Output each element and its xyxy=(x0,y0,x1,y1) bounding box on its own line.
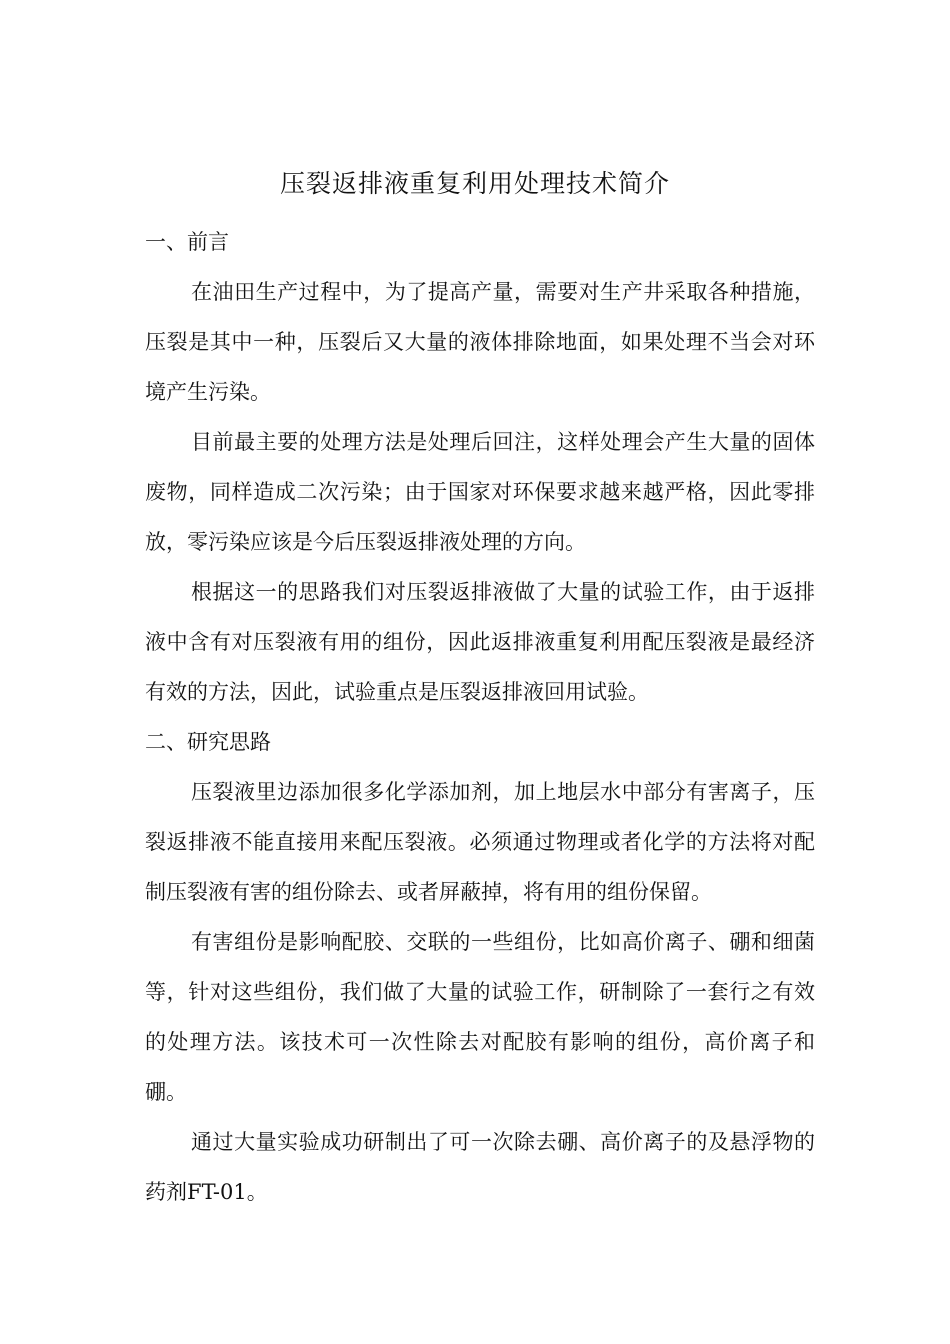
paragraph: 有害组份是影响配胶、交联的一些组份，比如高价离子、硼和细菌等，针对这些组份，我们做了大量的试验工作，研制除了一套行之有效的处理方法。该技术可一次性除去对配胶有影响的组份，高价离子和硼。 xyxy=(145,930,815,1104)
paragraph: 根据这一的思路我们对压裂返排液做了大量的试验工作，由于返排液中含有对压裂液有用的组份，因此返排液重复利用配压裂液是最经济有效的方法，因此，试验重点是压裂返排液回用试验。 xyxy=(145,580,815,704)
paragraph: 通过大量实验成功研制出了可一次除去硼、高价离子的及悬浮物的药剂FT-01。 xyxy=(145,1130,815,1204)
document-title: 压裂返排液重复利用处理技术简介 xyxy=(279,169,670,198)
section-heading-research-approach: 二、研究思路 xyxy=(145,730,271,754)
section-heading-preface: 一、前言 xyxy=(145,230,229,254)
paragraph: 压裂液里边添加很多化学添加剂，加上地层水中部分有害离子，压裂返排液不能直接用来配压裂液。必须通过物理或者化学的方法将对配制压裂液有害的组份除去、或者屏蔽掉，将有用的组份保留。 xyxy=(145,780,815,904)
paragraph: 在油田生产过程中，为了提高产量，需要对生产井采取各种措施，压裂是其中一种，压裂后又大量的液体排除地面，如果处理不当会对环境产生污染。 xyxy=(145,280,815,404)
document-body xyxy=(145,217,815,1217)
paragraph: 目前最主要的处理方法是处理后回注，这样处理会产生大量的固体废物，同样造成二次污染；由于国家对环保要求越来越严格，因此零排放，零污染应该是今后压裂返排液处理的方向。 xyxy=(145,430,815,554)
